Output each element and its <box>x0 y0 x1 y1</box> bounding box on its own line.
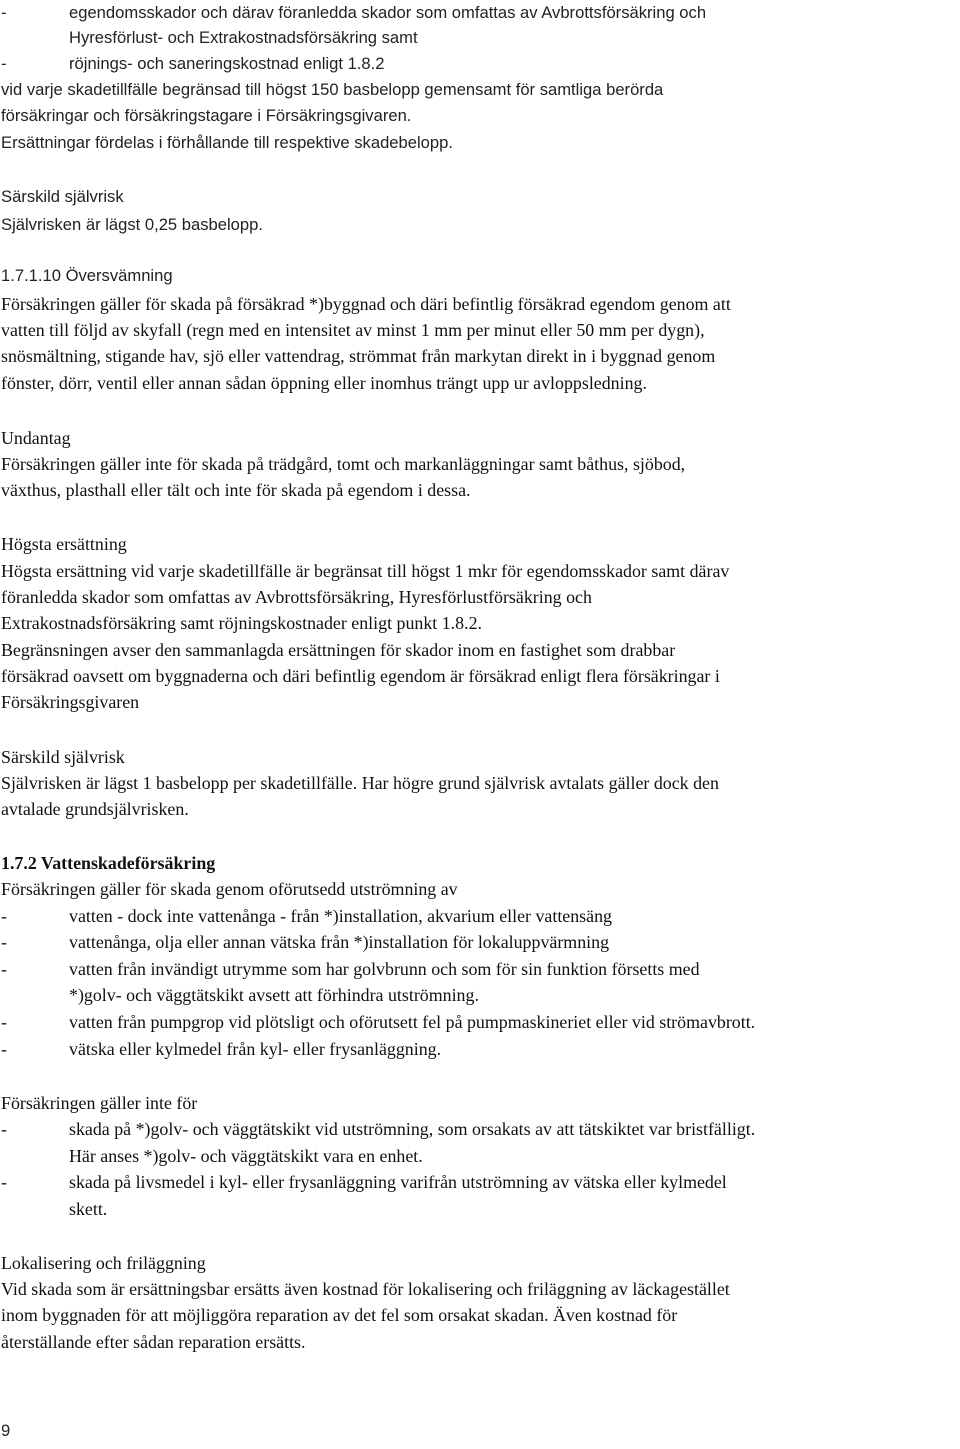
text-line: skett. <box>69 1199 108 1219</box>
text-line: Högsta ersättning <box>1 534 127 554</box>
list-item-text: röjnings- och saneringskostnad enligt 1.8.2 <box>69 54 385 73</box>
text-line: avtalade grundsjälvrisken. <box>1 799 189 819</box>
text-line: Lokalisering och friläggning <box>1 1253 206 1273</box>
text-line: försäkrad oavsett om byggnaderna och däri befintlig egendom är försäkrad enligt flera försäkringar i <box>1 666 720 686</box>
list-dash: - <box>1 1012 7 1032</box>
list-item-text: skada på *)golv- och väggtätskikt vid utströmning, som orsakats av att tätskiktet var bristfälligt. <box>69 1119 756 1139</box>
text-line: Särskild självrisk <box>1 747 125 767</box>
list-item-text: vatten från invändigt utrymme som har golvbrunn och som för sin funktion försetts med <box>69 959 700 979</box>
text-line: *)golv- och väggtätskikt avsett att förhindra utströmning. <box>69 985 479 1005</box>
text-line: Försäkringen gäller för skada på försäkrad *)byggnad och däri befintlig försäkrad egendom genom att <box>1 294 731 314</box>
text-line: Vid skada som är ersättningsbar ersätts även kostnad för lokalisering och friläggning av läckagestället <box>1 1279 730 1299</box>
text-line: Ersättningar fördelas i förhållande till respektive skadebelopp. <box>1 133 453 152</box>
text-line: Självrisken är lägst 1 basbelopp per skadetillfälle. Har högre grund självrisk avtalats gäller dock den <box>1 773 719 793</box>
text-line: Här anses *)golv- och väggtätskikt vara en enhet. <box>69 1146 423 1166</box>
text-line: Försäkringen gäller för skada genom oförutsedd utströmning av <box>1 879 458 899</box>
page-number: 9 <box>1 1421 11 1440</box>
text-line: 1.7.1.10 Översvämning <box>1 266 173 285</box>
text-line: Försäkringen gäller inte för skada på trädgård, tomt och markanläggningar samt båthus, sjöbod, <box>1 454 686 474</box>
list-item-text: vatten - dock inte vattenånga - från *)installation, akvarium eller vattensäng <box>69 906 612 926</box>
list-item-text: egendomsskador och därav föranledda skador som omfattas av Avbrottsförsäkring och <box>69 3 707 22</box>
text-line: Särskild självrisk <box>1 187 124 206</box>
list-dash: - <box>1 906 7 926</box>
text-line: vid varje skadetillfälle begränsad till högst 150 basbelopp gemensamt för samtliga berörda <box>1 80 664 99</box>
list-dash: - <box>1 1172 7 1192</box>
text-line: Hyresförlust- och Extrakostnadsförsäkring samt <box>69 28 418 47</box>
text-line: Självrisken är lägst 0,25 basbelopp. <box>1 215 263 234</box>
section-heading: 1.7.2 Vattenskadeförsäkring <box>1 853 216 873</box>
list-item-text: vattenånga, olja eller annan vätska från *)installation för lokaluppvärmning <box>69 932 610 952</box>
list-dash: - <box>1 959 7 979</box>
list-dash: - <box>1 54 7 73</box>
text-line: vatten till följd av skyfall (regn med en intensitet av minst 1 mm per minut eller 50 mm per dygn), <box>1 320 705 340</box>
list-dash: - <box>1 3 7 22</box>
text-line: inom byggnaden för att möjliggöra reparation av det fel som orsakat skadan. Även kostnad för <box>1 1305 678 1325</box>
list-item-text: vätska eller kylmedel från kyl- eller frysanläggning. <box>69 1039 442 1059</box>
text-line: Försäkringsgivaren <box>1 692 140 712</box>
list-dash: - <box>1 1039 7 1059</box>
list-item-text: vatten från pumpgrop vid plötsligt och oförutsett fel på pumpmaskineriet eller vid strömavbrott. <box>69 1012 756 1032</box>
list-item-text: skada på livsmedel i kyl- eller frysanläggning varifrån utströmning av vätska eller kylmedel <box>69 1172 727 1192</box>
text-line: växthus, plasthall eller tält och inte för skada på egendom i dessa. <box>1 480 471 500</box>
text-line: återställande efter sådan reparation ersätts. <box>1 1332 306 1352</box>
text-line: snösmältning, stigande hav, sjö eller vattendrag, strömmat från markytan direkt in i byggnad genom <box>1 346 716 366</box>
text-line: försäkringar och försäkringstagare i Försäkringsgivaren. <box>1 106 412 125</box>
list-dash: - <box>1 932 7 952</box>
text-line: Begränsningen avser den sammanlagda ersättningen för skador inom en fastighet som drabbar <box>1 640 676 660</box>
text-line: Undantag <box>1 428 71 448</box>
text-line: Extrakostnadsförsäkring samt röjningskostnader enligt punkt 1.8.2. <box>1 613 482 633</box>
text-line: Högsta ersättning vid varje skadetillfälle är begränsat till högst 1 mkr för egendomsskador samt därav <box>1 561 730 581</box>
list-dash: - <box>1 1119 7 1139</box>
text-line: föranledda skador som omfattas av Avbrottsförsäkring, Hyresförlustförsäkring och <box>1 587 592 607</box>
text-line: Försäkringen gäller inte för <box>1 1093 198 1113</box>
text-line: fönster, dörr, ventil eller annan sådan öppning eller inomhus trängt upp ur avloppsledning. <box>1 373 647 393</box>
